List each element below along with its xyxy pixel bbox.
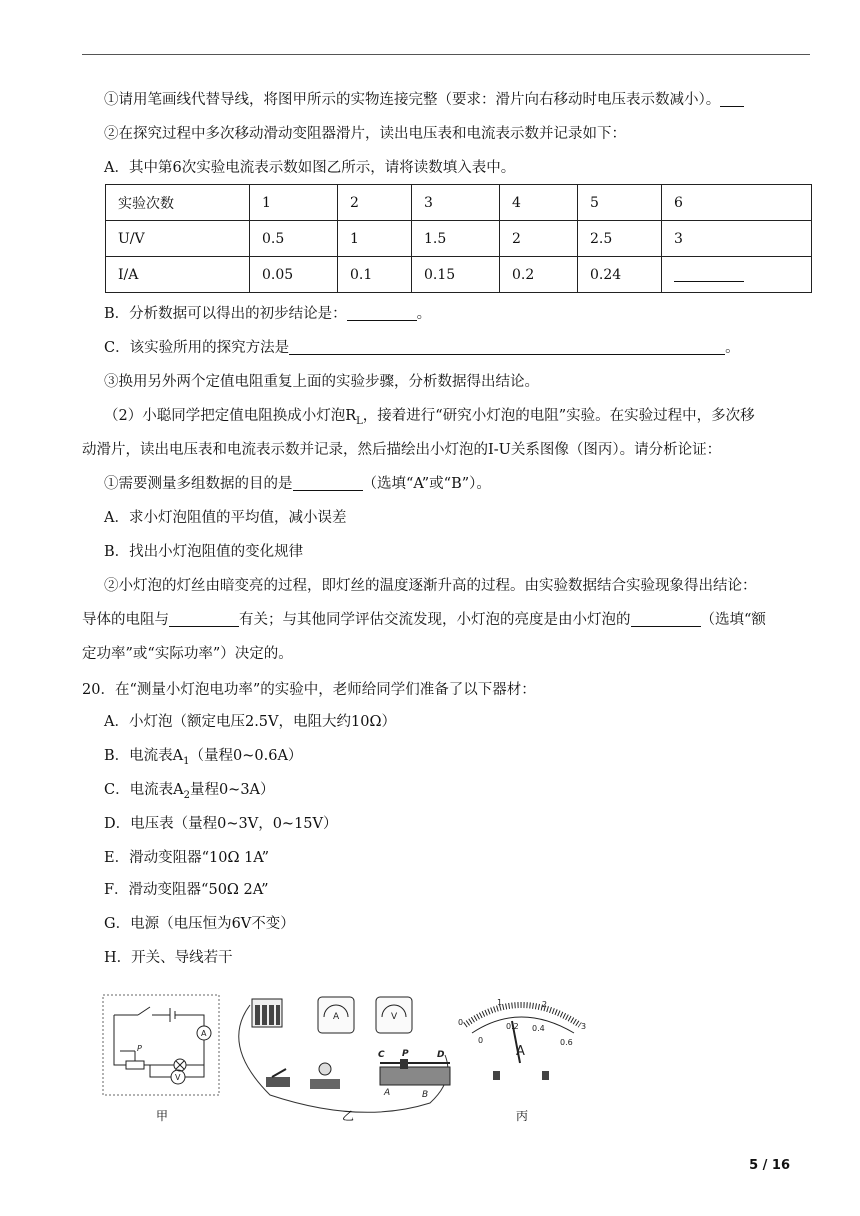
rheostat-b-label: B — [422, 1090, 429, 1100]
equip-E: E．滑动变阻器“10Ω 1A” — [104, 850, 270, 866]
dial-top-3: 3 — [581, 1022, 587, 1031]
figure-row — [100, 985, 600, 1125]
option-B: B．找出小灯泡阻值的变化规律 — [104, 544, 304, 560]
equip-D: D．电压表（量程0~3V，0~15V） — [104, 816, 338, 832]
answer-blank-5[interactable] — [169, 612, 239, 627]
equip-F: F．滑动变阻器“50Ω 2A” — [104, 882, 269, 898]
q19-B: B．分析数据可以得出的初步结论是： 。 — [104, 306, 432, 322]
answer-blank-2[interactable] — [347, 306, 417, 321]
dial-top-0: 0 — [458, 1018, 464, 1027]
figures-svg — [100, 985, 600, 1125]
dial-bottom-1: 0.2 — [506, 1022, 519, 1031]
circuit-voltmeter-label: V — [175, 1073, 181, 1082]
equip-B: B．电流表$A_1$（量程0~0.6A） — [104, 748, 303, 767]
apparatus-diagram — [239, 997, 450, 1112]
q19-2-1: ①需要测量多组数据的目的是 （选填“A”或“B”）。 — [104, 476, 491, 492]
circuit-p-label: P — [137, 1044, 142, 1053]
table-row: 实验次数 1 2 3 4 5 6 — [106, 185, 812, 221]
caption-yi: 乙 — [342, 1109, 355, 1123]
dial-unit-label: A — [516, 1044, 525, 1059]
dial-top-2: 2 — [542, 1000, 548, 1009]
answer-blank-6[interactable] — [631, 612, 701, 627]
equip-H: H．开关、导线若干 — [104, 950, 233, 966]
meter-ammeter-label: A — [333, 1012, 340, 1022]
q19-C: C．该实验所用的探究方法是 。 — [104, 340, 740, 356]
rheostat-p-label: P — [402, 1049, 409, 1059]
q19-2-2: ②小灯泡的灯丝由暗变亮的过程，即灯丝的温度逐渐升高的过程。由实验数据结合实验现象得出结论： — [104, 578, 757, 594]
dial-bottom-2: 0.4 — [532, 1024, 545, 1033]
equip-A: A．小灯泡（额定电压2.5V，电阻大约10Ω） — [104, 714, 396, 730]
answer-blank-3[interactable] — [289, 340, 725, 355]
equip-G: G．电源（电压恒为6V不变） — [104, 916, 295, 932]
caption-jia: 甲 — [156, 1109, 169, 1123]
circuit-ammeter-label: A — [201, 1029, 207, 1038]
rheostat-d-label: D — [437, 1050, 445, 1060]
header-rule — [82, 54, 810, 55]
q19-2-paragraph: （2）小聪同学把定值电阻换成小灯泡$R_L$，接着进行“研究小灯泡的电阻”实验。在实验过程中，多次移 — [104, 408, 755, 427]
q19-3: ③换用另外两个定值电阻重复上面的实验步骤，分析数据得出结论。 — [104, 374, 539, 390]
dial-bottom-3: 0.6 — [560, 1038, 573, 1047]
data-table — [105, 184, 812, 293]
q19-2-2-cont: 导体的电阻与 有关；与其他同学评估交流发现，小灯泡的亮度是由小灯泡的 （选填“额 — [82, 612, 766, 628]
dial-top-1: 1 — [497, 998, 503, 1007]
option-A: A．求小灯泡阻值的平均值，减小误差 — [104, 510, 347, 526]
page-number: 5 / 16 — [749, 1158, 790, 1173]
circuit-diagram — [103, 995, 219, 1095]
answer-blank-1[interactable] — [720, 92, 744, 107]
meter-voltmeter-label: V — [391, 1012, 398, 1022]
q19-2-2-end: 定功率”或“实际功率”）决定的。 — [82, 646, 293, 662]
q19-2-instruction: ②在探究过程中多次移动滑动变阻器滑片，读出电压表和电流表示数并记录如下： — [104, 126, 626, 142]
q19-2-paragraph-cont: 动滑片，读出电压表和电流表示数并记录，然后描绘出小灯泡的I-U关系图像（图丙）。请分析论证： — [82, 442, 722, 458]
dial-bottom-0: 0 — [478, 1036, 484, 1045]
table-row: U/V 0.5 1 1.5 2 2.5 3 — [106, 221, 812, 257]
q20-stem: 20．在“测量小灯泡电功率”的实验中，老师给同学们准备了以下器材： — [82, 682, 536, 698]
rheostat-c-label: C — [378, 1050, 385, 1060]
q19-1-instruction: ①请用笔画线代替导线，将图甲所示的实物连接完整（要求：滑片向右移动时电压表示数减小）。 — [104, 90, 834, 110]
q19-A: A．其中第6次实验电流表示数如图乙所示，请将读数填入表中。 — [104, 160, 516, 176]
table-row: I/A 0.05 0.1 0.15 0.2 0.24 — [106, 257, 812, 293]
caption-bing: 丙 — [516, 1109, 529, 1123]
answer-blank-table[interactable] — [674, 267, 744, 282]
equip-C: C．电流表$A_2$量程0~3A） — [104, 782, 275, 801]
rheostat-a-label: A — [384, 1088, 391, 1098]
answer-blank-4[interactable] — [293, 476, 363, 491]
